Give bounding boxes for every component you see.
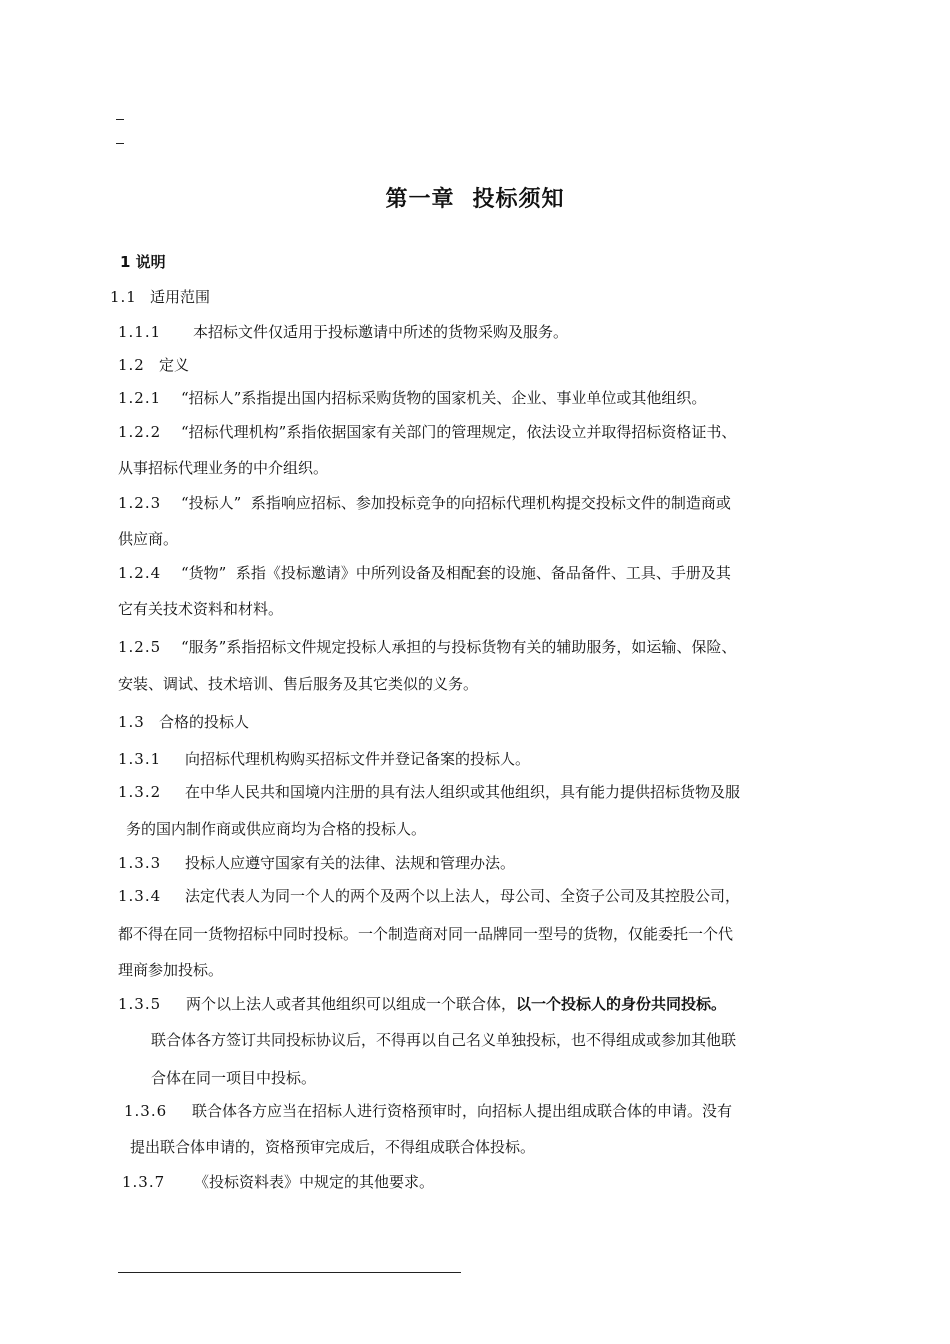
clause-1-3 [118,712,249,732]
clause-number: 1.2.5 [118,638,162,656]
clause-number: 1.3.2 [118,783,162,801]
clause-1-3-2 [118,782,740,802]
clause-number: 1.2.4 [118,564,162,582]
clause-number: 1.3.4 [118,887,162,905]
chapter-number: 第一章 [385,187,455,212]
clause-1-3-6 [124,1101,732,1121]
clause-text: “招标代理机构”系指依据国家有关部门的管理规定，依法设立并取得招标资格证书、 [181,423,737,441]
clause-text: 两个以上法人或者其他组织可以组成一个联合体， [186,995,517,1013]
clause-1-2 [118,355,189,375]
clause-number: 1.3.5 [118,995,162,1013]
clause-1-3-4-continued: 都不得在同一货物招标中同时投标。一个制造商对同一品牌同一型号的货物，仅能委托一个代 [118,925,734,943]
clause-1-2-3-continued: 供应商。 [118,530,179,548]
clause-text: 合格的投标人 [159,713,250,731]
clause-number: 1.3.6 [124,1102,168,1120]
clause-text: “招标人”系指提出国内招标采购货物的国家机关、企业、事业单位或其他组织。 [181,389,707,407]
clause-text: 投标人应遵守国家有关的法律、法规和管理办法。 [185,854,516,872]
clause-1-3-4 [118,886,740,906]
clause-number: 1.2.3 [118,494,162,512]
clause-1-3-5-continued: 联合体各方签订共同投标协议后，不得再以自己名义单独投标，也不得组成或参加其他联 [151,1031,737,1049]
clause-number: 1.2.2 [118,423,162,441]
footnote-separator [118,1272,461,1273]
clause-1-3-7 [122,1172,434,1192]
clause-1-2-5-continued: 安装、调试、技术培训、售后服务及其它类似的义务。 [118,675,479,693]
clause-1-3-1 [118,749,530,769]
clause-number: 1.3.1 [118,750,162,768]
clause-1-2-3 [118,493,731,513]
clause-1-2-1 [118,388,706,408]
clause-1-2-2-continued: 从事招标代理业务的中介组织。 [118,459,329,477]
clause-1-2-4-continued: 它有关技术资料和材料。 [118,600,284,618]
clause-1-2-4 [118,563,731,583]
header-mark-1 [116,119,124,120]
clause-text: 本招标文件仅适用于投标邀请中所述的货物采购及服务。 [193,323,569,341]
clause-number: 1.3 [118,713,145,731]
chapter-title [0,186,950,214]
clause-1-3-5 [118,994,726,1014]
clause-number: 1.3.7 [122,1173,166,1191]
clause-number: 1.1 [110,288,137,306]
clause-text: 向招标代理机构购买招标文件并登记备案的投标人。 [185,750,531,768]
clause-1-3-6-continued: 提出联合体申请的，资格预审完成后，不得组成联合体投标。 [130,1138,536,1156]
clause-text: 《投标资料表》中规定的其他要求。 [194,1173,435,1191]
clause-1-3-3 [118,853,515,873]
clause-1-2-2 [118,422,736,442]
clause-text: 在中华人民共和国境内注册的具有法人组织或其他组织，具有能力提供招标货物及服 [185,783,741,801]
clause-1-1 [110,287,210,307]
clause-text: 适用范围 [150,288,211,306]
clause-number: 1.1.1 [118,323,162,341]
clause-text: “货物” 系指《投标邀请》中所列设备及相配套的设施、备品备件、工具、手册及其 [181,564,731,582]
clause-1-2-5 [118,637,736,657]
header-mark-2 [116,143,124,144]
clause-text: “投标人” 系指响应招标、参加投标竞争的向招标代理机构提交投标文件的制造商或 [181,494,731,512]
clause-emphasis: 以一个投标人的身份共同投标。 [516,995,727,1013]
chapter-name: 投标须知 [472,187,565,212]
clause-1-3-5-continued-2: 合体在同一项目中投标。 [151,1069,317,1087]
clause-number: 1.2.1 [118,389,162,407]
clause-number: 1.2 [118,356,145,374]
clause-number: 1.3.3 [118,854,162,872]
clause-text: 定义 [159,356,190,374]
clause-text: 联合体各方应当在招标人进行资格预审时，向招标人提出组成联合体的申请。没有 [192,1102,733,1120]
clause-1-3-2-continued: 务的国内制作商或供应商均为合格的投标人。 [126,820,427,838]
clause-text: 法定代表人为同一个人的两个及两个以上法人，母公司、全资子公司及其控股公司， [185,887,741,905]
section-heading: 1 说明 [120,253,166,271]
clause-text: “服务”系指招标文件规定投标人承担的与投标货物有关的辅助服务，如运输、保险、 [181,638,737,656]
clause-1-1-1 [118,322,568,342]
clause-1-3-4-continued-2: 理商参加投标。 [118,961,224,979]
